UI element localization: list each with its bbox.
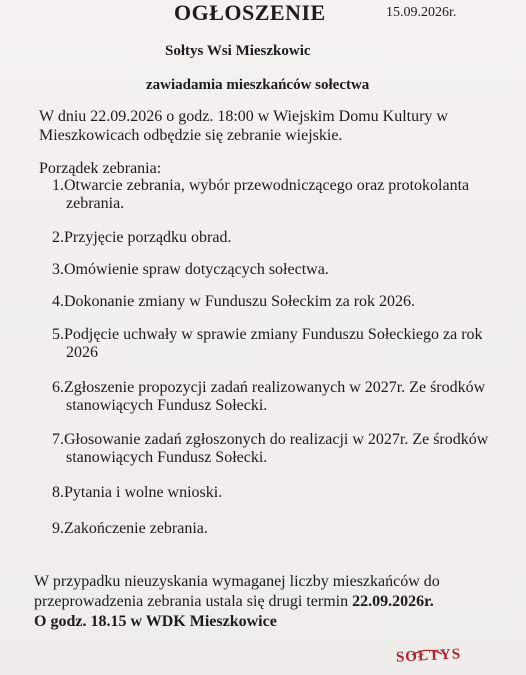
footer-line-2-text: przeprowadzenia zebrania ustala się drugi termin xyxy=(34,593,353,610)
agenda-item-8: 8.Pytania i wolne wnioski. xyxy=(52,484,223,501)
document-date: 15.09.2026r. xyxy=(386,5,457,20)
agenda-item-1-continuation: zebrania. xyxy=(66,195,125,212)
agenda-item-2: 2.Przyjęcie porządku obrad. xyxy=(52,229,232,246)
agenda-item-1: 1.Otwarcie zebrania, wybór przewodniczącego oraz protokolanta xyxy=(52,177,470,194)
agenda-item-7: 7.Głosowanie zadań zgłoszonych do realizacji w 2027r. Ze środków xyxy=(52,431,489,448)
agenda-heading: Porządek zebrania: xyxy=(39,160,162,177)
soltys-stamp: SOŁTYS xyxy=(395,646,462,666)
agenda-item-6-continuation: stanowiących Fundusz Sołecki. xyxy=(66,397,268,414)
footer-line-1: W przypadku nieuzyskania wymaganej liczby mieszkańców do xyxy=(34,573,440,590)
footer-line-3: O godz. 18.15 w WDK Mieszkowice xyxy=(34,613,277,630)
agenda-item-5-continuation: 2026 xyxy=(66,344,98,361)
agenda-item-7-continuation: stanowiących Fundusz Sołecki. xyxy=(66,449,268,466)
agenda-item-6: 6.Zgłoszenie propozycji zadań realizowanych w 2027r. Ze środków xyxy=(52,379,486,396)
agenda-item-3: 3.Omówienie spraw dotyczących sołectwa. xyxy=(52,261,329,278)
agenda-item-4: 4.Dokonanie zmiany w Funduszu Sołeckim za rok 2026. xyxy=(52,293,416,310)
intro-line-1: W dniu 22.09.2026 o godz. 18:00 w Wiejskim Domu Kultury w xyxy=(39,108,448,125)
footer-line-2 xyxy=(34,593,434,611)
intro-line-2: Mieszkowicach odbędzie się zebranie wiejskie. xyxy=(39,127,343,144)
agenda-item-5: 5.Podjęcie uchwały w sprawie zmiany Funduszu Sołeckiego za rok xyxy=(52,326,483,343)
issuer-line: Sołtys Wsi Mieszkowic xyxy=(165,43,311,59)
second-date: 22.09.2026r. xyxy=(352,593,434,610)
notice-line: zawiadamia mieszkańców sołectwa xyxy=(146,77,370,93)
document-title: OGŁOSZENIE xyxy=(174,0,326,25)
agenda-item-9: 9.Zakończenie zebrania. xyxy=(52,520,208,537)
stamp-flourish xyxy=(410,648,444,656)
